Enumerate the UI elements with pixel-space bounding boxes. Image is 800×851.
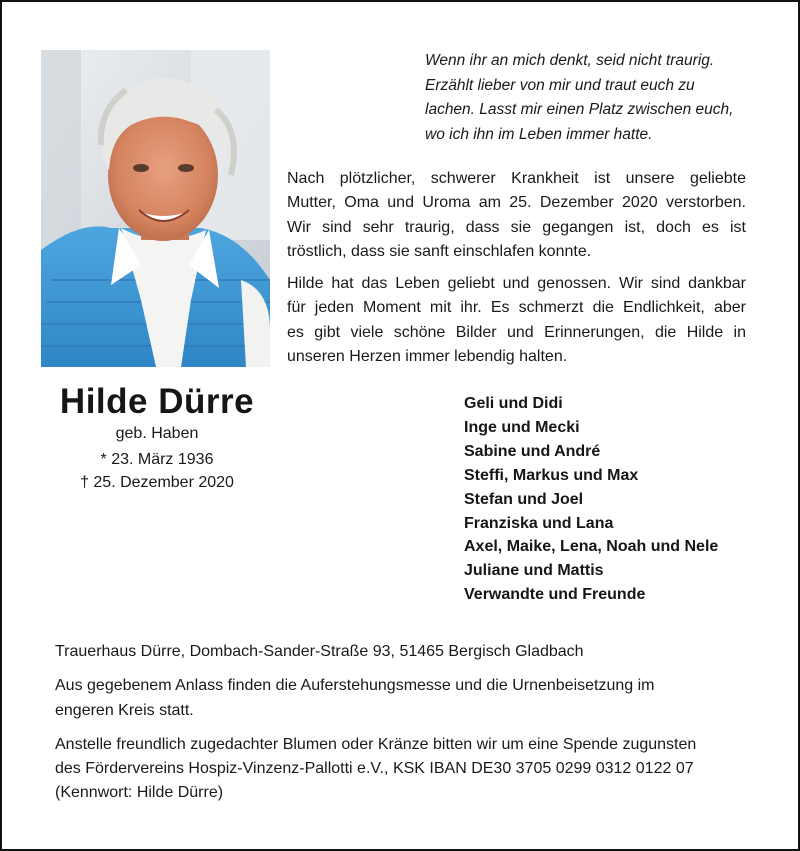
- paragraph-line: unseren Herzen immer lebendig halten.: [287, 347, 568, 365]
- donation-note-line: des Fördervereins Hospiz-Vinzenz-Pallotti e.V., KSK IBAN DE30 3705 0299 0312 0122 07: [55, 760, 694, 778]
- deceased-name: Hilde Dürre: [59, 382, 255, 421]
- mourner-entry: Juliane und Mattis: [464, 562, 604, 580]
- deceased-info: [40, 381, 274, 494]
- announcement-paragraph: [287, 167, 746, 264]
- donation-note-line: (Kennwort: Hilde Dürre): [55, 784, 224, 802]
- poem-line: lachen. Lasst mir einen Platz zwischen euch,: [425, 101, 734, 118]
- service-note-line: engeren Kreis statt.: [55, 701, 194, 719]
- poem: [425, 49, 765, 147]
- donation-note-line: Anstelle freundlich zugedachter Blumen oder Kränze bitten wir um eine Spende zugunsten: [55, 735, 697, 753]
- poem-line: wo ich ihn im Leben immer hatte.: [425, 125, 653, 143]
- paragraph-line: für jeden Moment mit ihr. Es schmerzt die Endlichkeit, aber: [287, 299, 746, 317]
- mourner-entry: Franziska und Lana: [464, 514, 614, 532]
- service-note-line: Aus gegebenem Anlass finden die Auferstehungsmesse und die Urnenbeisetzung im: [55, 677, 655, 695]
- paragraph-line: Nach plötzlicher, schwerer Krankheit ist unsere geliebte: [287, 170, 746, 187]
- death-date: † 25. Dezember 2020: [80, 474, 234, 491]
- tribute-paragraph: [287, 272, 746, 369]
- mourning-house-address: Trauerhaus Dürre, Dombach-Sander-Straße 93, 51465 Bergisch Gladbach: [55, 643, 584, 660]
- paragraph-line: Mutter, Oma und Uroma am 25. Dezember 2020 verstorben.: [287, 194, 746, 212]
- portrait-photo: [41, 50, 270, 367]
- paragraph-line: Wir sind sehr traurig, dass sie gegangen ist, doch es ist: [287, 218, 746, 236]
- poem-line: Wenn ihr an mich denkt, seid nicht traurig.: [425, 52, 715, 69]
- maiden-name: geb. Haben: [115, 425, 199, 442]
- portrait-illustration: [41, 50, 270, 367]
- mourner-entry: Steffi, Markus und Max: [464, 466, 639, 484]
- paragraph-line: tröstlich, dass sie sanft einschlafen konnte.: [287, 242, 592, 260]
- mourner-entry: Inge und Mecki: [464, 418, 580, 436]
- paragraph-line: es gibt viele schöne Bilder und Erinnerungen, die Hilde in: [287, 323, 746, 341]
- mourners-list: [464, 392, 718, 607]
- mourner-entry: Stefan und Joel: [464, 490, 584, 508]
- paragraph-line: Hilde hat das Leben geliebt und genossen. Wir sind dankbar: [287, 275, 746, 292]
- footer-info: [55, 640, 755, 806]
- birth-date: * 23. März 1936: [100, 451, 214, 468]
- mourner-entry: Axel, Maike, Lena, Noah und Nele: [464, 538, 719, 556]
- mourner-entry: Verwandte und Freunde: [464, 586, 646, 604]
- mourner-entry: Sabine und André: [464, 442, 601, 460]
- poem-line: Erzählt lieber von mir und traut euch zu: [425, 76, 695, 94]
- mourner-entry: Geli und Didi: [464, 395, 563, 412]
